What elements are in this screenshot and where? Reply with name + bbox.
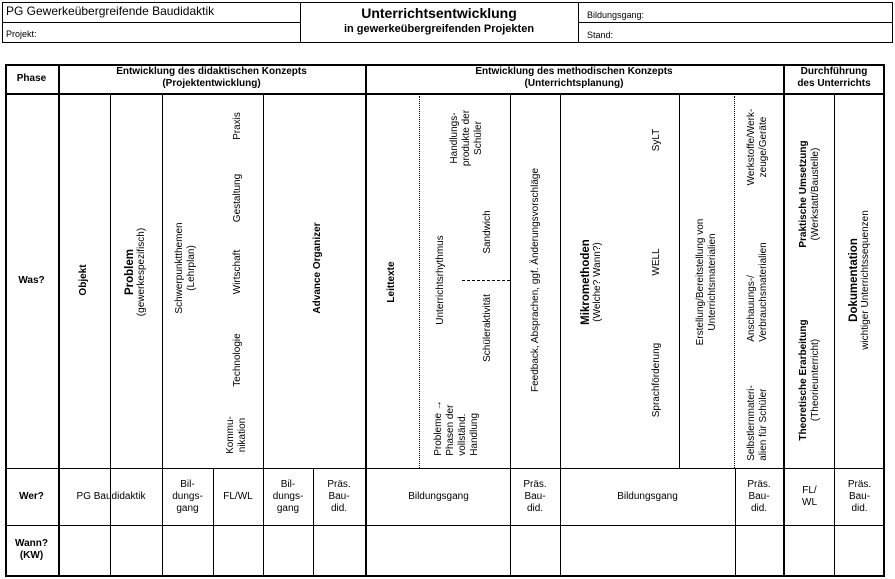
well-label: WELL: [651, 248, 662, 276]
dokumentation-cell: Dokumentation wichtiger Unterrichtssequenzen: [848, 210, 871, 350]
wer-fl-wl-1: FL/WL: [223, 491, 253, 502]
unterrichtsrhythmus-label: Unterrichtsrhythmus: [435, 235, 446, 325]
werkstoffe-cell: Werkstoffe/Werk- zeuge/Geräte: [746, 108, 769, 186]
phase-label: Phase: [16, 72, 47, 84]
wer-praes-baudid-3: Präs. Bau- did.: [747, 479, 771, 514]
phase-durchfuehrung: Durchführung des Unterrichts: [797, 66, 871, 89]
projekt-label: Projekt:: [6, 29, 37, 39]
bildungsgang-label: Bildungsgang:: [587, 10, 645, 20]
wer-pg-baudidaktik: PG Baudidaktik: [76, 491, 146, 502]
technologie-label: Technologie: [232, 333, 243, 387]
wer-bildungsgang-1: Bil- dungs- gang: [172, 479, 203, 514]
org-name: PG Gewerkeübergreifende Baudidaktik: [6, 4, 215, 18]
theorie-cell: Theoretische Erarbeitung (Theorieunterricht): [798, 319, 821, 441]
wer-praes-baudid-1: Präs. Bau- did.: [327, 479, 351, 514]
wer-praes-baudid-2: Präs. Bau- did.: [523, 479, 547, 514]
problem-cell: Problem (gewerkespezifisch): [124, 227, 147, 317]
wer-fl-wl-2: FL/ WL: [802, 485, 817, 508]
feedback-label: Feedback, Absprachen, ggf. Änderungsvorschläge: [530, 167, 541, 393]
sprachfoerderung-label: Sprachförderung: [651, 342, 662, 418]
wirtschaft-label: Wirtschaft: [232, 249, 243, 295]
sandwich-label: Sandwich: [482, 210, 493, 254]
advance-organizer-label: Advance Organizer: [312, 222, 323, 314]
phase-didaktisch: Entwicklung des didaktischen Konzepts (Projektentwicklung): [116, 66, 307, 89]
schueleraktivitaet-label: Schüleraktivität: [482, 294, 493, 362]
gestaltung-label: Gestaltung: [232, 173, 243, 223]
wer-praes-baudid-4: Präs. Bau- did.: [847, 479, 872, 514]
probleme-phasen-cell: Probleme → Phasen der vollständ. Handlung: [433, 400, 480, 456]
sylt-label: SyLT: [651, 128, 662, 152]
page-title: Unterrichtsentwicklung: [361, 5, 517, 21]
leittexte-label: Leittexte: [386, 261, 397, 303]
wann-label: Wann? (KW): [15, 538, 48, 561]
wer-bildungsgang-3: Bildungsgang: [408, 491, 469, 502]
praktisch-cell: Praktische Umsetzung (Werkstatt/Baustelle): [798, 140, 821, 248]
page-subtitle: in gewerkeübergreifenden Projekten: [343, 23, 535, 35]
anschauungsmaterialien-cell: Anschauungs-/ Verbrauchsmaterialien: [746, 242, 769, 342]
stand-label: Stand:: [587, 30, 614, 40]
schwerpunkt-cell: Schwerpunktthemen (Lehrplan): [174, 222, 197, 314]
praxis-label: Praxis: [232, 112, 243, 140]
wer-bildungsgang-4: Bildungsgang: [617, 491, 678, 502]
wer-bildungsgang-2: Bil- dungs- gang: [272, 479, 304, 514]
handlungsprodukte-cell: Handlungs- produkte der Schüler: [449, 109, 484, 167]
mikromethoden-cell: Mikromethoden (Welche? Wann?): [580, 239, 603, 325]
selbstlernmaterialien-cell: Selbstlernmateri- alien für Schüler: [746, 385, 769, 461]
kommunikation-label: Kommu- nikation: [225, 416, 248, 454]
wer-label: Wer?: [19, 490, 44, 502]
objekt-label: Objekt: [78, 264, 89, 296]
erstellung-cell: Erstellung/Bereitstellung von Unterrichtsmaterialien: [695, 218, 718, 346]
was-label: Was?: [18, 274, 45, 286]
phase-methodisch: Entwicklung des methodischen Konzepts (Unterrichtsplanung): [475, 66, 673, 89]
